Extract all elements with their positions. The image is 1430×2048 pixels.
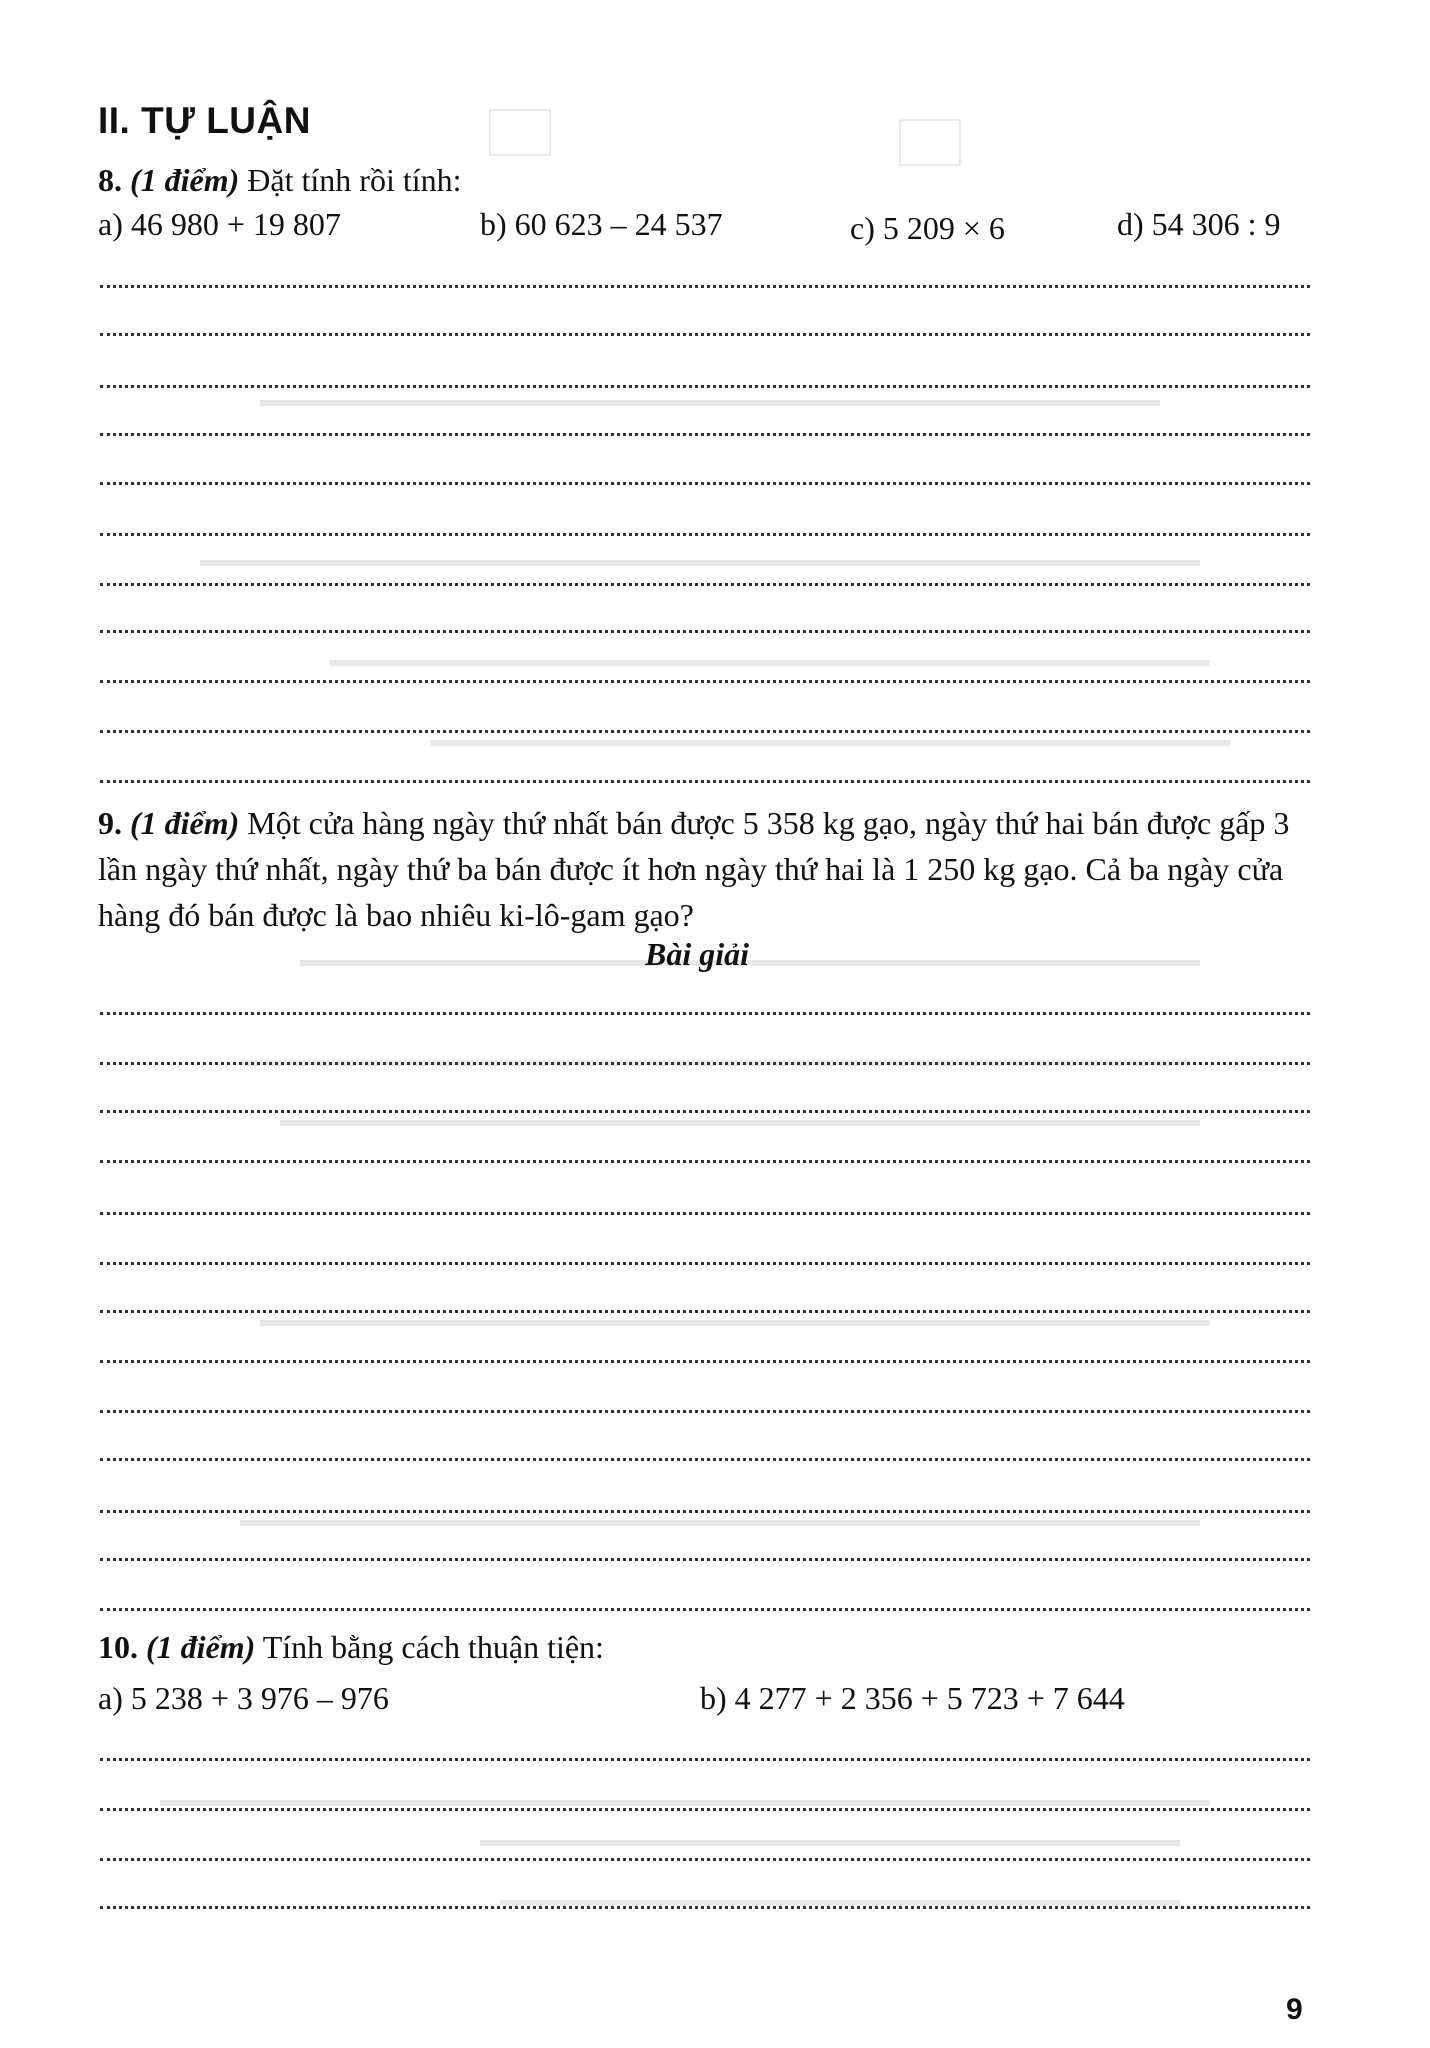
answer-line[interactable] xyxy=(100,1160,1310,1163)
answer-line[interactable] xyxy=(100,1012,1310,1015)
question-10-number: 10. xyxy=(98,1629,138,1665)
question-10-header xyxy=(98,1627,604,1667)
page-number: 9 xyxy=(1286,1993,1303,2026)
answer-line[interactable] xyxy=(100,630,1310,633)
question-8-item-b: b) 60 623 – 24 537 xyxy=(480,206,723,242)
answer-line[interactable] xyxy=(100,1310,1310,1313)
question-8-points: (1 điểm) xyxy=(130,162,240,198)
answer-line[interactable] xyxy=(100,780,1310,783)
question-9-points: (1 điểm) xyxy=(130,805,240,841)
question-10-instruction: Tính bằng cách thuận tiện: xyxy=(262,1629,604,1665)
answer-line[interactable] xyxy=(100,1062,1310,1065)
answer-line[interactable] xyxy=(100,1808,1310,1811)
answer-line[interactable] xyxy=(100,1608,1310,1611)
section-title: II. TỰ LUẬN xyxy=(98,100,311,141)
answer-line[interactable] xyxy=(100,333,1310,336)
answer-line[interactable] xyxy=(100,1360,1310,1363)
answer-line[interactable] xyxy=(100,680,1310,683)
answer-line[interactable] xyxy=(100,1758,1310,1761)
answer-line[interactable] xyxy=(100,1110,1310,1113)
answer-line[interactable] xyxy=(100,1410,1310,1413)
answer-line[interactable] xyxy=(100,730,1310,733)
question-10-item-b: b) 4 277 + 2 356 + 5 723 + 7 644 xyxy=(700,1680,1125,1716)
question-10-points: (1 điểm) xyxy=(146,1629,256,1665)
answer-line[interactable] xyxy=(100,1212,1310,1215)
answer-line[interactable] xyxy=(100,385,1310,388)
question-8-item-a: a) 46 980 + 19 807 xyxy=(98,206,341,242)
answer-line[interactable] xyxy=(100,1262,1310,1265)
question-9 xyxy=(98,800,1316,938)
question-8-header xyxy=(98,160,462,200)
answer-line[interactable] xyxy=(100,482,1310,485)
question-9-text: Một cửa hàng ngày thứ nhất bán được 5 358 kg gạo, ngày thứ hai bán được gấp 3 lần ngày thứ nhất, ngày thứ ba bán được ít hơn ngày thứ hai là 1 250 kg gạo. Cả ba ngày cửa hàng đó bán được là bao nhiêu ki-lô-gam gạo? xyxy=(98,805,1290,933)
answer-line[interactable] xyxy=(100,285,1310,288)
answer-line[interactable] xyxy=(100,583,1310,586)
question-8-instruction: Đặt tính rồi tính: xyxy=(247,162,462,198)
question-8-item-d: d) 54 306 : 9 xyxy=(1117,206,1281,242)
answer-line[interactable] xyxy=(100,1906,1310,1909)
solution-title: Bài giải xyxy=(645,936,750,972)
answer-line[interactable] xyxy=(100,1458,1310,1461)
answer-line[interactable] xyxy=(100,1510,1310,1513)
answer-line[interactable] xyxy=(100,1858,1310,1861)
question-9-number: 9. xyxy=(98,805,122,841)
answer-line[interactable] xyxy=(100,1558,1310,1561)
answer-line[interactable] xyxy=(100,433,1310,436)
question-8-item-c: c) 5 209 × 6 xyxy=(850,210,1005,246)
question-10-item-a: a) 5 238 + 3 976 – 976 xyxy=(98,1680,389,1716)
question-8-number: 8. xyxy=(98,162,122,198)
answer-line[interactable] xyxy=(100,533,1310,536)
